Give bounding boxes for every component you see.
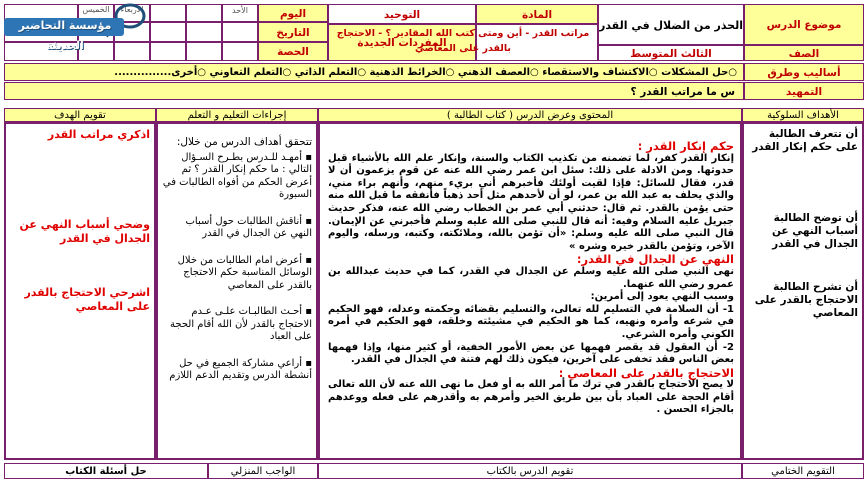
assessment-column — [4, 122, 156, 460]
day-col-wednesday: الأربعاء — [114, 4, 150, 22]
procedure-item-4-text: أحـث الطالبـات علـى عـدم الاحتجاج بالقدر لأن الله أقام الحجة على العباد — [170, 306, 312, 342]
lesson-topic-label: موضوع الدرس — [744, 4, 864, 45]
content-paragraph-3: وسبب النهي يعود إلى أمرين: — [590, 291, 734, 303]
period-cell-2[interactable] — [186, 42, 222, 61]
procedure-item-1-text: أمهـد للـدرس بطـرح السـؤال التالي : ما حكم إنكار القدر ؟ ثم أعرض الحكم من أفواه الطالبات في السبورة — [162, 151, 312, 200]
day-col-sunday: الأحد — [222, 4, 258, 22]
content-paragraph-6: لا يصح الاحتجاج بالقدر في ترك ما أمر الله به أو فعل ما نهى الله عنه لأن الله تعالى أقام الحجة على العباد بأن بين طريق الخير وأمرهم به وأقدرهم على فعله ووعدهم بالجزاء الحسن . — [328, 379, 734, 416]
content-heading-2: النهي عن الجدال في القدر: — [576, 252, 734, 267]
procedure-item-4: ▪ أحـث الطالبـات علـى عـدم الاحتجاج بالقدر لأن الله أقام الحجة على العباد — [170, 306, 312, 342]
procedures-column — [156, 122, 318, 460]
logo-name: مؤسسة التحاضير الحديثة — [18, 19, 112, 52]
assessment-3: اشرحي الاحتجاج بالقدر على المعاصي — [24, 286, 150, 313]
objectives-header: الأهداف السلوكية — [742, 108, 864, 122]
content-paragraph-1: إنكار القدر كفر، لما تضمنه من تكذيب الكتاب والسنة، وإنكار علم الله بالأشياء قبل حدوثها. ومن الادلة على ذلك: سئل ابن عمر رضي الله عنه عن قوم يزعمون أن لا قدر، فقال للسائل: فإذا لقيت أولئك فأخبرهم أني بريء منهم، وأنهم براء مني، والذي يحلف به عبد الله بن عمر، لو أن لأحدهم مثل أحد ذهباً فأنفقه ما قبل الله منه حتى يؤمن بالقدر. ثم قال: حدثني أبي عمر بن الخطاب رضي الله عنه، فذكر حديث جبريل عليه السلام وفيه: أنه قال للنبي صلى الله عليه وسلم فأخبرني عن الإيمان. قال النبي صلى الله عليه وسلم: «أن تؤمن بالله، وملائكته، وكتبه، ورسله، واليوم الآخر، وتؤمن بالقدر خيره وشره » — [328, 152, 734, 252]
objective-1: أن تتعرف الطالبة على حكم إنكار القدر — [752, 128, 858, 153]
subject-label: المادة — [476, 4, 598, 24]
intro-label: التمهيد — [744, 82, 864, 100]
objectives-column — [742, 122, 864, 460]
homework-label: الواجب المنزلي — [208, 463, 318, 479]
objective-2: أن توضح الطالبة أسباب النهي عن الجدال في القدر — [771, 212, 858, 250]
content-column — [318, 122, 742, 460]
content-paragraph-4: 1- أن السلامة في التسليم لله تعالى، والتسليم بقضائه وحكمته وعدله، فهو الحكيم في شرعه وأمره ونهيه، كما هو الحكيم في مشيئته وخلقه، فهو الحكيم في أمره الكوني وأمره الشرعي. — [328, 303, 734, 340]
procedure-item-2: ▪ أناقش الطالبات حول أسباب النهي عن الجدال في القدر — [185, 215, 312, 239]
final-assessment-value: تقويم الدرس بالكتاب — [318, 463, 742, 479]
date-cell-3[interactable] — [150, 22, 186, 42]
intro-value: س ما مراتب القدر ؟ — [4, 82, 744, 100]
procedure-item-1: ▪ أمهـد للـدرس بطـرح السـؤال التالي : ما حكم إنكار القدر ؟ ثم أعرض الحكم من أفواه الطالبات في السبورة — [162, 151, 312, 200]
procedures-header: إجراءات التعليم و التعلم — [156, 108, 318, 122]
lesson-topic-value: الحذر من الضلال في القدر — [598, 4, 744, 45]
day-col-thursday: الخميس — [78, 4, 114, 22]
period-cell-1[interactable] — [222, 42, 258, 61]
date-label: التاريخ — [258, 22, 328, 42]
period-cell-3[interactable] — [150, 42, 186, 61]
grade-value: الثالث المتوسط — [598, 45, 744, 61]
homework-value: حل أسئلة الكتاب — [4, 463, 208, 479]
date-cell-2[interactable] — [186, 22, 222, 42]
procedure-item-2-text: أناقش الطالبات حول أسباب النهي عن الجدال في القدر — [185, 215, 312, 239]
period-label: الحصة — [258, 42, 328, 61]
procedure-item-5: ▪ أراعي مشاركة الجميع في حل أنشطة الدرس وتقديم الدعم اللازم — [169, 357, 312, 381]
procedures-intro: تتحقق أهداف الدرس من خلال: — [176, 136, 312, 148]
logo — [2, 2, 152, 52]
content-heading-3: الاحتجاج بالقدر على المعاصي : — [558, 365, 734, 380]
day-col-tuesday — [150, 4, 186, 22]
subject-value: التوحيد — [328, 4, 476, 24]
assessment-1: اذكري مراتب القدر — [47, 128, 150, 141]
content-paragraph-2: نهى النبي صلى الله عليه وسلم عن الجدال في القدر، كما في حديث عبدالله بن عمرو رضي الله عنهما. — [328, 265, 734, 290]
content-header: المحتوى وعرض الدرس ( كتاب الطالبة ) — [318, 108, 742, 122]
final-assessment-label: التقويم الختامي — [742, 463, 864, 479]
procedure-item-3-text: أعرض امام الطالبات من خلال الوسائل المناسبة حكم الاحتجاج بالقدر على المعاصي — [177, 254, 312, 291]
procedure-item-5-text: أراعي مشاركة الجميع في حل أنشطة الدرس وتقديم الدعم اللازم — [169, 357, 312, 381]
new-vocab-label: المفردات الجديدة — [328, 24, 476, 61]
content-heading-1: حكم إنكار القدر : — [637, 139, 734, 153]
new-vocab-text: مراتب القدر - أين ومتى كتب الله المقادير ؟ - الاحتجاج بالقدر على المعاصي — [336, 28, 590, 54]
objective-3: أن تشرح الطالبة الاحتجاج بالقدر على المعاصي — [754, 281, 858, 319]
period-cell-4[interactable] — [114, 42, 150, 61]
day-label: اليوم — [258, 4, 328, 22]
grade-label: الصف — [744, 45, 864, 61]
day-col-monday — [186, 4, 222, 22]
assessment-header: تقويم الهدف — [4, 108, 156, 122]
assessment-2: وضحي أسباب النهي عن الجدال في القدر — [19, 218, 150, 245]
teaching-methods-label: أساليب وطرق — [744, 63, 864, 81]
content-paragraph-5: 2- أن العقول قد يقصر فهمها عن بعض الأمور الخفية، أو كثير منها، وإذا فهمها بعض الناس فقد تخفى على آخرين، فيكون ذلك لهم فتنة في الجدال في القدر. — [328, 341, 734, 366]
procedure-item-3: ▪ أعرض امام الطالبات من خلال الوسائل المناسبة حكم الاحتجاج بالقدر على المعاصي — [177, 254, 312, 291]
teaching-methods-value: ○حل المشكلات ○الاكتشاف والاستقصاء ○العصف الذهني ○الخرائط الذهنية ○التعلم الذاتي ○التعلم التعاوني ○أخرى............... — [4, 63, 744, 81]
date-cell-1[interactable] — [222, 22, 258, 42]
